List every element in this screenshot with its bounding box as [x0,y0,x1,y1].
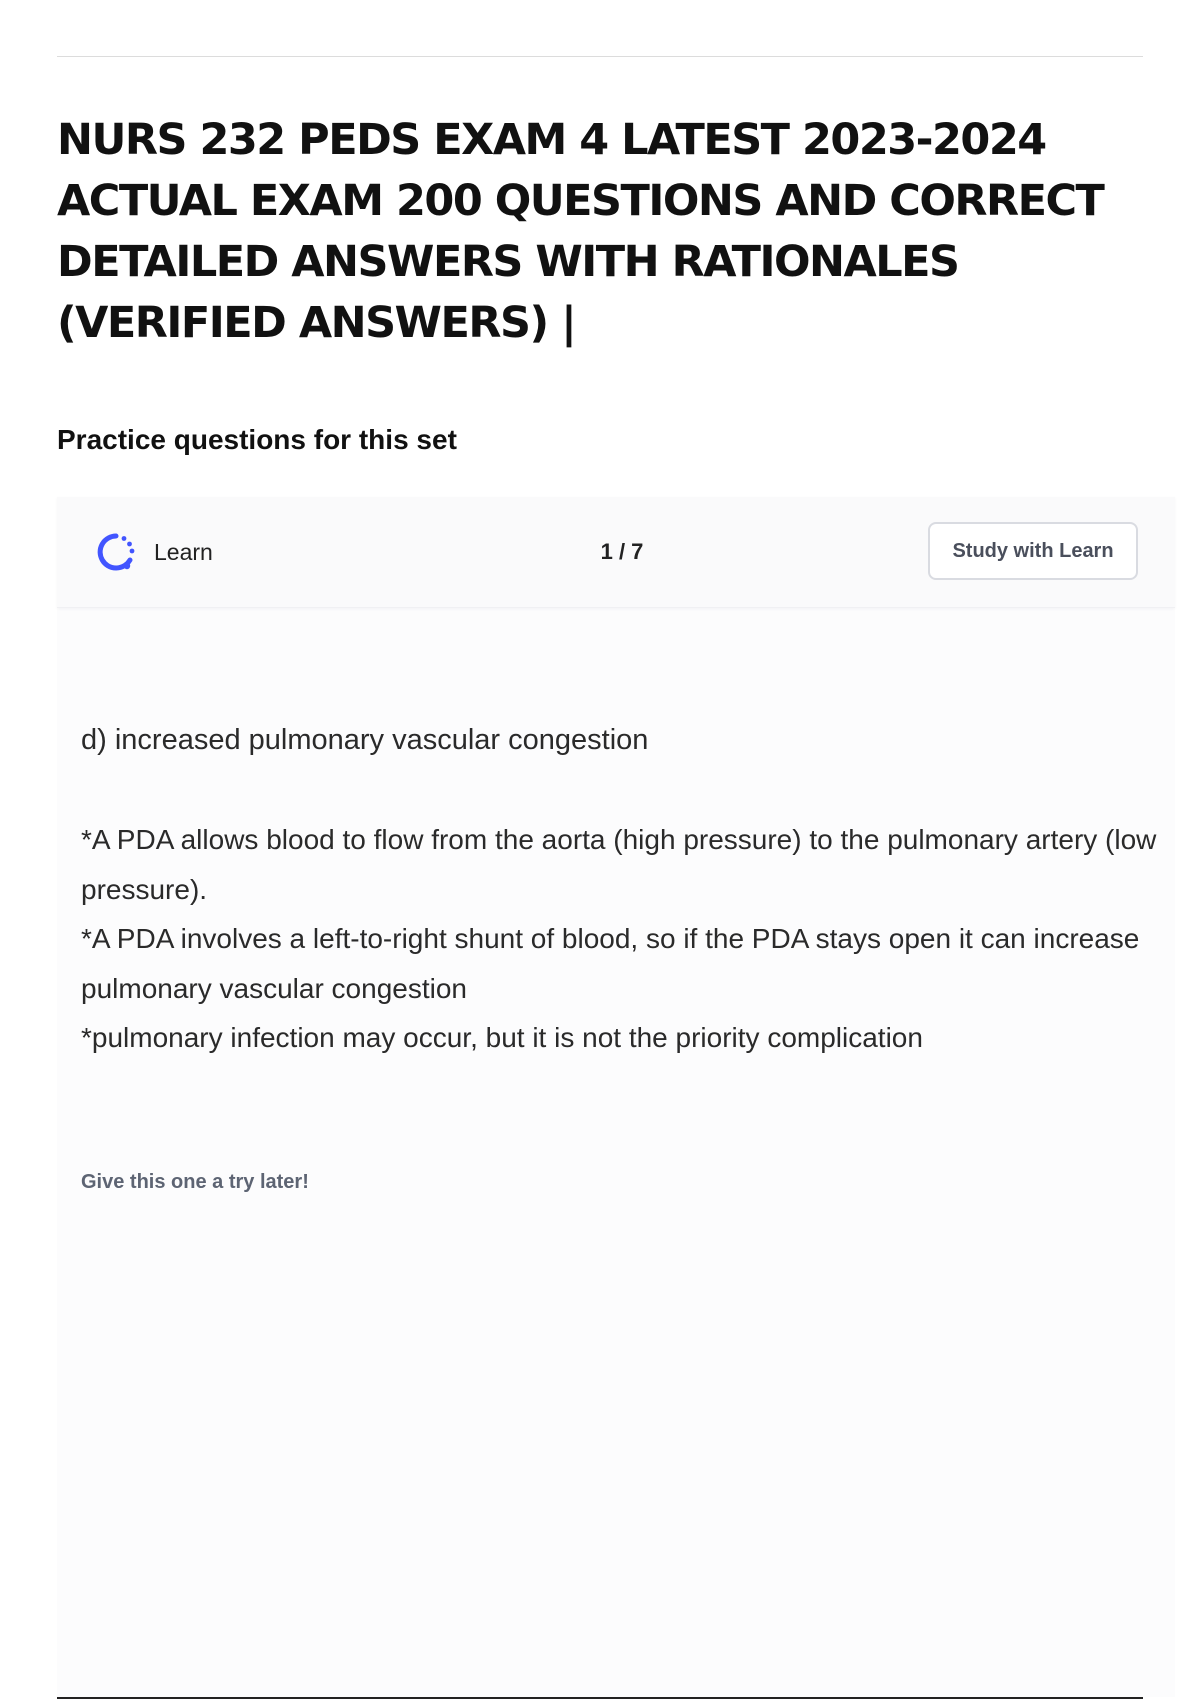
rationale-line: *A PDA allows blood to flow from the aorta (high pressure) to the pulmonary artery (low pressure). [81,824,1157,905]
learn-mode-label: Learn [154,539,213,565]
page-title: NURS 232 PEDS EXAM 4 LATEST 2023-2024 ACTUAL EXAM 200 QUESTIONS AND CORRECT DETAILED ANSWERS WITH RATIONALES (VERIFIED ANSWERS) | [57,115,1104,348]
rationale-line: *pulmonary infection may occur, but it is not the priority complication [81,1022,923,1053]
learn-card [57,497,1175,1697]
learn-card-header [57,497,1175,608]
bottom-divider [57,1697,1143,1699]
top-divider [57,56,1143,57]
rationale-line: *A PDA involves a left-to-right shunt of blood, so if the PDA stays open it can increase pulmonary vascular congestion [81,923,1140,1004]
study-with-learn-button[interactable]: Study with Learn [928,522,1138,580]
section-heading: Practice questions for this set [57,424,457,455]
answer-text: d) increased pulmonary vascular congestion [81,724,649,756]
try-later-link[interactable]: Give this one a try later! [81,1171,309,1193]
rationale-block [81,815,1161,1063]
question-counter: 1 / 7 [600,539,644,564]
learn-progress-ring-icon [95,531,137,573]
